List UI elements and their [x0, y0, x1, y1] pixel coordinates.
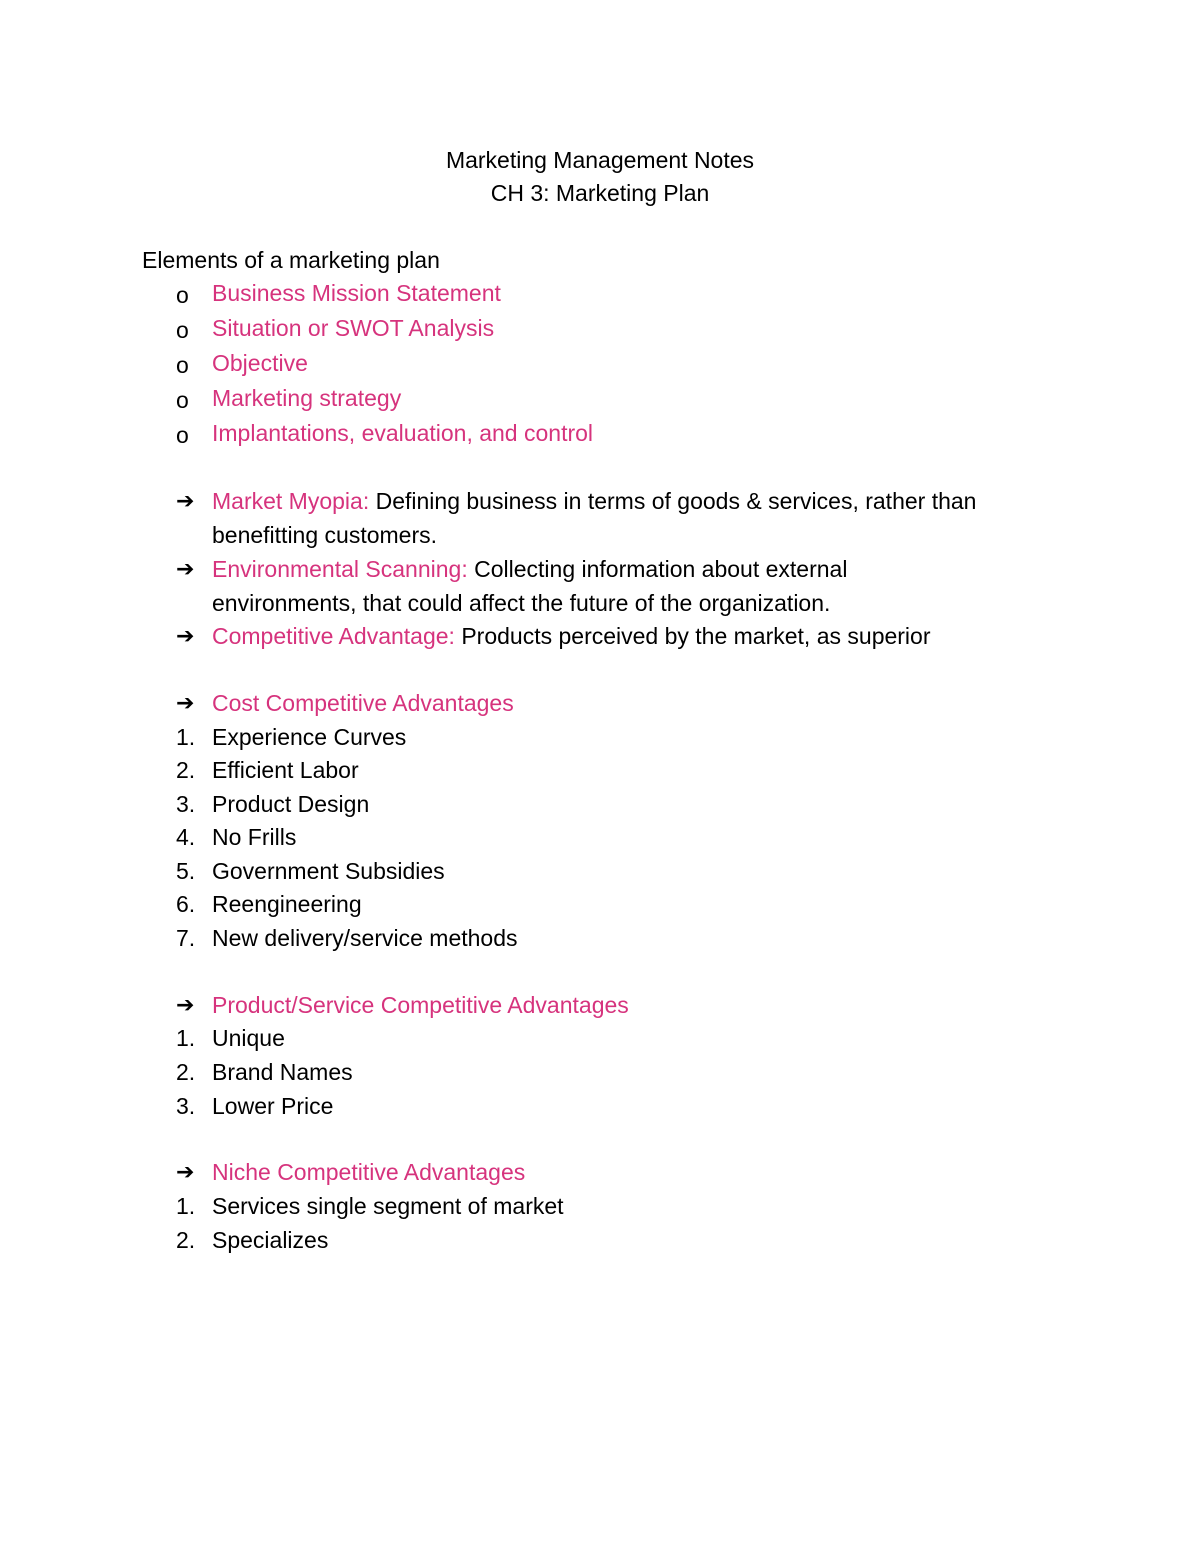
document-title: Marketing Management Notes [445, 147, 755, 173]
bullet-marker: o [176, 317, 189, 343]
element-item: Marketing strategy [212, 385, 402, 411]
element-item: Objective [212, 350, 308, 376]
definition-text: Products perceived by the market, as superior [454, 623, 931, 649]
list-number: 1. [176, 724, 196, 750]
arrow-icon: ➔ [176, 691, 195, 716]
list-item: Government Subsidies [212, 858, 445, 884]
list-number: 2. [176, 757, 196, 783]
list-item: Lower Price [212, 1093, 334, 1119]
definition-term: Environmental Scanning: [212, 556, 468, 582]
list-number: 2. [176, 1059, 196, 1085]
bullet-marker: o [176, 282, 189, 308]
list-item: Reengineering [212, 891, 362, 917]
definition-term: Market Myopia: [212, 488, 370, 514]
list-number: 5. [176, 858, 196, 884]
list-item: Product Design [212, 791, 370, 817]
bullet-marker: o [176, 387, 189, 413]
arrow-icon: ➔ [176, 489, 195, 514]
list-number: 2. [176, 1227, 196, 1253]
element-item: Implantations, evaluation, and control [212, 420, 594, 446]
elements-heading: Elements of a marketing plan [142, 247, 440, 273]
list-item: Specializes [212, 1227, 329, 1253]
list-number: 3. [176, 1093, 196, 1119]
definition-text: Defining business in terms of goods & services, rather than [369, 488, 977, 514]
document-subtitle: CH 3: Marketing Plan [490, 180, 710, 206]
element-item: Business Mission Statement [212, 280, 501, 306]
definition-competitive-advantage [212, 621, 931, 651]
arrow-icon: ➔ [176, 993, 195, 1018]
list-number: 3. [176, 791, 196, 817]
list-number: 4. [176, 824, 196, 850]
list-number: 7. [176, 925, 196, 951]
list-item: No Frills [212, 824, 297, 850]
list-item: Brand Names [212, 1059, 353, 1085]
section-heading-product: Product/Service Competitive Advantages [212, 992, 629, 1018]
list-item: Services single segment of market [212, 1193, 564, 1219]
section-heading-niche: Niche Competitive Advantages [212, 1159, 526, 1185]
arrow-icon: ➔ [176, 557, 195, 582]
definition-continuation: environments, that could affect the future of the organization. [212, 590, 831, 616]
definition-term: Competitive Advantage: [212, 623, 455, 649]
list-item: Unique [212, 1025, 285, 1051]
definition-environmental-scanning [212, 554, 847, 584]
arrow-icon: ➔ [176, 624, 195, 649]
list-number: 6. [176, 891, 196, 917]
list-item: Efficient Labor [212, 757, 359, 783]
definition-text: Collecting information about external [467, 556, 848, 582]
arrow-icon: ➔ [176, 1160, 195, 1185]
bullet-marker: o [176, 422, 189, 448]
bullet-marker: o [176, 352, 189, 378]
list-number: 1. [176, 1193, 196, 1219]
element-item: Situation or SWOT Analysis [212, 315, 495, 341]
definition-market-myopia [212, 486, 976, 516]
list-item: Experience Curves [212, 724, 407, 750]
list-item: New delivery/service methods [212, 925, 518, 951]
list-number: 1. [176, 1025, 196, 1051]
section-heading-cost: Cost Competitive Advantages [212, 690, 514, 716]
definition-continuation: benefitting customers. [212, 522, 438, 548]
